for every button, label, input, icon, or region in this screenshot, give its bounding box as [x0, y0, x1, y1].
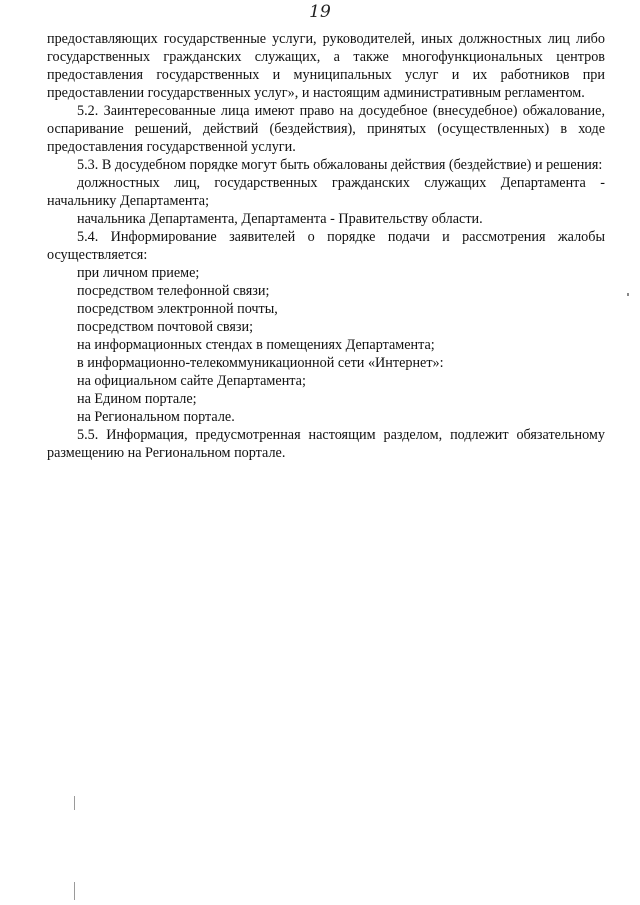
- list-item: посредством почтовой связи;: [77, 319, 254, 335]
- scan-artifact: [74, 796, 75, 810]
- paragraph-5-5: 5.5. Информация, предусмотренная настоящим разделом, подлежит обязательному размещению на Региональном портале.: [47, 427, 605, 461]
- list-item: на информационных стендах в помещениях Департамента;: [77, 337, 435, 353]
- paragraph-5-2: 5.2. Заинтересованные лица имеют право на досудебное (внесудебное) обжалование, оспаривание решений, действий (бездействия), принятых (осуществленных) в ходе предоставления государственной услуги.: [47, 103, 605, 155]
- scan-artifact: [74, 882, 75, 900]
- scan-artifact: [627, 293, 629, 296]
- list-item: при личном приеме;: [77, 265, 200, 281]
- document-body: [47, 30, 605, 462]
- list-item: на Региональном портале.: [77, 409, 235, 425]
- list-item: на Едином портале;: [77, 391, 197, 407]
- paragraph-5-4: 5.4. Информирование заявителей о порядке подачи и рассмотрения жалобы осуществляется:: [47, 229, 605, 263]
- list-item: в информационно-телекоммуникационной сети «Интернет»:: [77, 355, 444, 371]
- paragraph-5-3-item-1: должностных лиц, государственных гражданских служащих Департамента - начальнику Департамента;: [47, 175, 605, 209]
- paragraph-5-3-item-2: начальника Департамента, Департамента - Правительству области.: [77, 211, 483, 227]
- list-item: посредством электронной почты,: [77, 301, 278, 317]
- paragraph-continuation: предоставляющих государственные услуги, руководителей, иных должностных лиц либо государственных гражданских служащих, а также многофункциональных центров предоставления государственных и муниципальных услуг и их работников при предоставлении государственных услуг», и настоящим административным регламентом.: [47, 31, 605, 101]
- list-item: посредством телефонной связи;: [77, 283, 270, 299]
- list-item: на официальном сайте Департамента;: [77, 373, 306, 389]
- paragraph-5-3: 5.3. В досудебном порядке могут быть обжалованы действия (бездействие) и решения:: [77, 157, 603, 173]
- page-number: 19: [309, 2, 331, 22]
